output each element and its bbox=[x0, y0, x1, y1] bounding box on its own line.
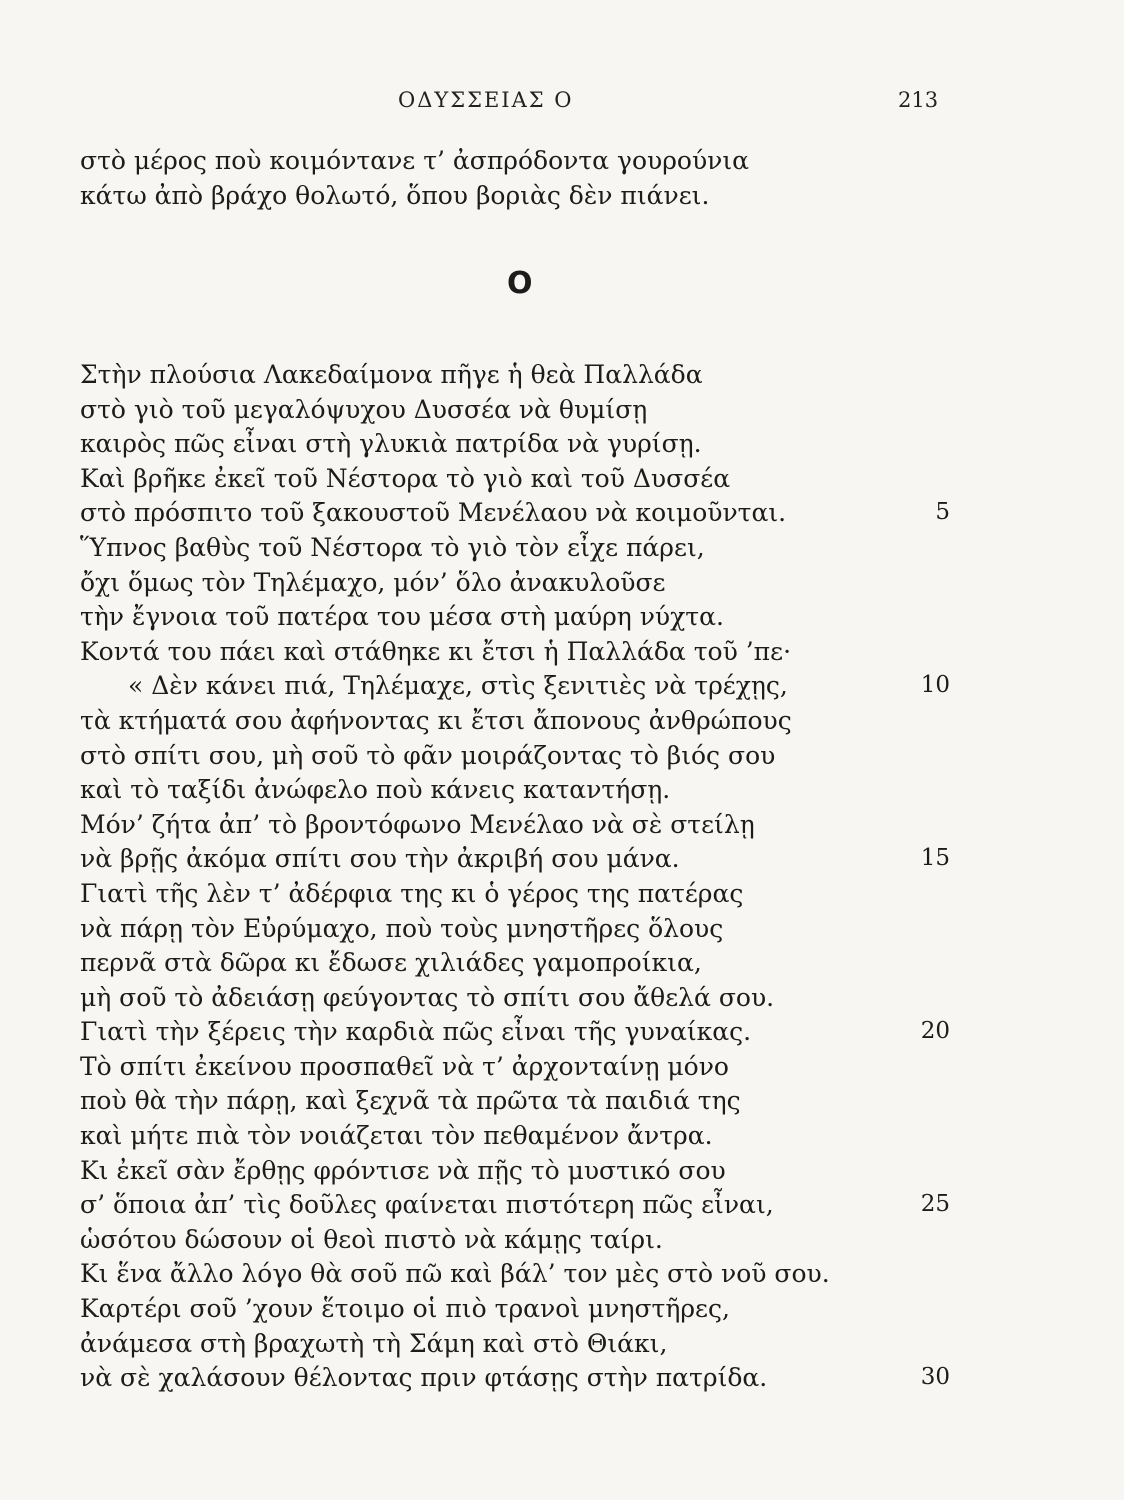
verse-line: Καρτέρι σοῦ ’χουν ἕτοιμο οἱ πιὸ τρανοὶ μνηστῆρες, bbox=[80, 1294, 730, 1324]
verse-line: Στὴν πλούσια Λακεδαίμονα πῆγε ἡ θεὰ Παλλάδα bbox=[80, 360, 703, 389]
page-number: 213 bbox=[898, 88, 939, 112]
verse-line: στὸ μέρος ποὺ κοιμόντανε τ’ ἀσπρόδοντα γουρούνια bbox=[80, 146, 750, 175]
verse-line: ὄχι ὅμως τὸν Τηλέμαχο, μόν’ ὅλο ἀνακυλοῦσε bbox=[80, 567, 666, 597]
verse-line: Γιατὶ τῆς λὲν τ’ ἀδέρφια της κι ὁ γέρος της πατέρας bbox=[80, 878, 744, 908]
verse-line: Ὕπνος βαθὺς τοῦ Νέστορα τὸ γιὸ τὸν εἶχε πάρει, bbox=[80, 532, 705, 562]
line-number: 15 bbox=[920, 845, 950, 872]
prelude-verses bbox=[80, 144, 840, 213]
line-number: 30 bbox=[920, 1364, 950, 1391]
running-head bbox=[0, 88, 1124, 118]
verse-line: ἀνάμεσα στὴ βραχωτὴ τὴ Σάμη καὶ στὸ Θιάκι, bbox=[80, 1328, 668, 1358]
verse-line: νὰ πάρῃ τὸν Εὐρύμαχο, ποὺ τοὺς μνηστῆρες ὅλους bbox=[80, 913, 724, 943]
verse-line: Μόν’ ζήτα ἀπ’ τὸ βροντόφωνο Μενέλαο νὰ σὲ στείλῃ bbox=[80, 809, 755, 839]
verse-line: Κοντά του πάει καὶ στάθηκε κι ἔτσι ἡ Παλλάδα τοῦ ’πε· bbox=[80, 636, 792, 666]
verse-line: περνᾶ στὰ δῶρα κι ἔδωσε χιλιάδες γαμοπροίκια, bbox=[80, 948, 702, 978]
verse-line: Τὸ σπίτι ἐκείνου προσπαθεῖ νὰ τ’ ἀρχονταίνῃ μόνο bbox=[80, 1051, 729, 1081]
verse-line: καιρὸς πῶς εἶναι στὴ γλυκιὰ πατρίδα νὰ γυρίσῃ. bbox=[80, 429, 702, 459]
line-number: 5 bbox=[935, 499, 950, 526]
verse-line: Γιατὶ τὴν ξέρεις τὴν καρδιὰ πῶς εἶναι τῆς γυναίκας. bbox=[80, 1017, 752, 1047]
verse-line: στὸ πρόσπιτο τοῦ ξακουστοῦ Μενέλαου νὰ κοιμοῦνται. bbox=[80, 498, 787, 528]
main-verses bbox=[80, 358, 840, 1396]
line-number: 25 bbox=[920, 1191, 950, 1218]
verse-line: « Δὲν κάνει πιά, Τηλέμαχε, στὶς ξενιτιὲς νὰ τρέχῃς, bbox=[128, 671, 788, 701]
verse-line: στὸ γιὸ τοῦ μεγαλόψυχου Δυσσέα νὰ θυμίσῃ bbox=[80, 394, 648, 424]
verse-line: νὰ βρῇς ἀκόμα σπίτι σου τὴν ἀκριβή σου μάνα. bbox=[80, 844, 680, 874]
verse-line: κάτω ἀπὸ βράχο θολωτό, ὅπου βοριὰς δὲν πιάνει. bbox=[80, 180, 710, 210]
verse-line: Καὶ βρῆκε ἐκεῖ τοῦ Νέστορα τὸ γιὸ καὶ τοῦ Δυσσέα bbox=[80, 463, 731, 493]
verse-line: Κι ἐκεῖ σὰν ἔρθῃς φρόντισε νὰ πῇς τὸ μυστικό σου bbox=[80, 1155, 726, 1185]
verse-line: καὶ μήτε πιὰ τὸν νοιάζεται τὸν πεθαμένον ἄντρα. bbox=[80, 1121, 713, 1151]
verse-line: τὴν ἔγνοια τοῦ πατέρα του μέσα στὴ μαύρη νύχτα. bbox=[80, 602, 724, 632]
book-letter: Ο bbox=[507, 266, 533, 301]
verse-line: μὴ σοῦ τὸ ἀδειάσῃ φεύγοντας τὸ σπίτι σου ἄθελά σου. bbox=[80, 982, 775, 1012]
verse-line: στὸ σπίτι σου, μὴ σοῦ τὸ φᾶν μοιράζοντας τὸ βιός σου bbox=[80, 740, 776, 770]
verse-line: σ’ ὅποια ἀπ’ τὶς δοῦλες φαίνεται πιστότερη πῶς εἶναι, bbox=[80, 1190, 774, 1220]
verse-line: τὰ κτήματά σου ἀφήνοντας κι ἔτσι ἄπονους ἀνθρώπους bbox=[80, 705, 792, 735]
verse-line: ὡσότου δώσουν οἱ θεοὶ πιστὸ νὰ κάμῃς ταίρι. bbox=[80, 1224, 663, 1254]
verse-line: Κι ἕνα ἄλλο λόγο θὰ σοῦ πῶ καὶ βάλ’ τον μὲς στὸ νοῦ σου. bbox=[80, 1259, 830, 1289]
line-number: 20 bbox=[920, 1018, 950, 1045]
verse-line: νὰ σὲ χαλάσουν θέλοντας πριν φτάσῃς στὴν πατρίδα. bbox=[80, 1363, 768, 1393]
line-number: 10 bbox=[920, 672, 950, 699]
verse-line: καὶ τὸ ταξίδι ἀνώφελο ποὺ κάνεις καταντήσῃ. bbox=[80, 775, 671, 805]
running-title: ΟΔΥΣΣΕΙΑΣ Ο bbox=[398, 88, 574, 112]
verse-line: ποὺ θὰ τὴν πάρῃ, καὶ ξεχνᾶ τὰ πρῶτα τὰ παιδιά της bbox=[80, 1086, 741, 1116]
